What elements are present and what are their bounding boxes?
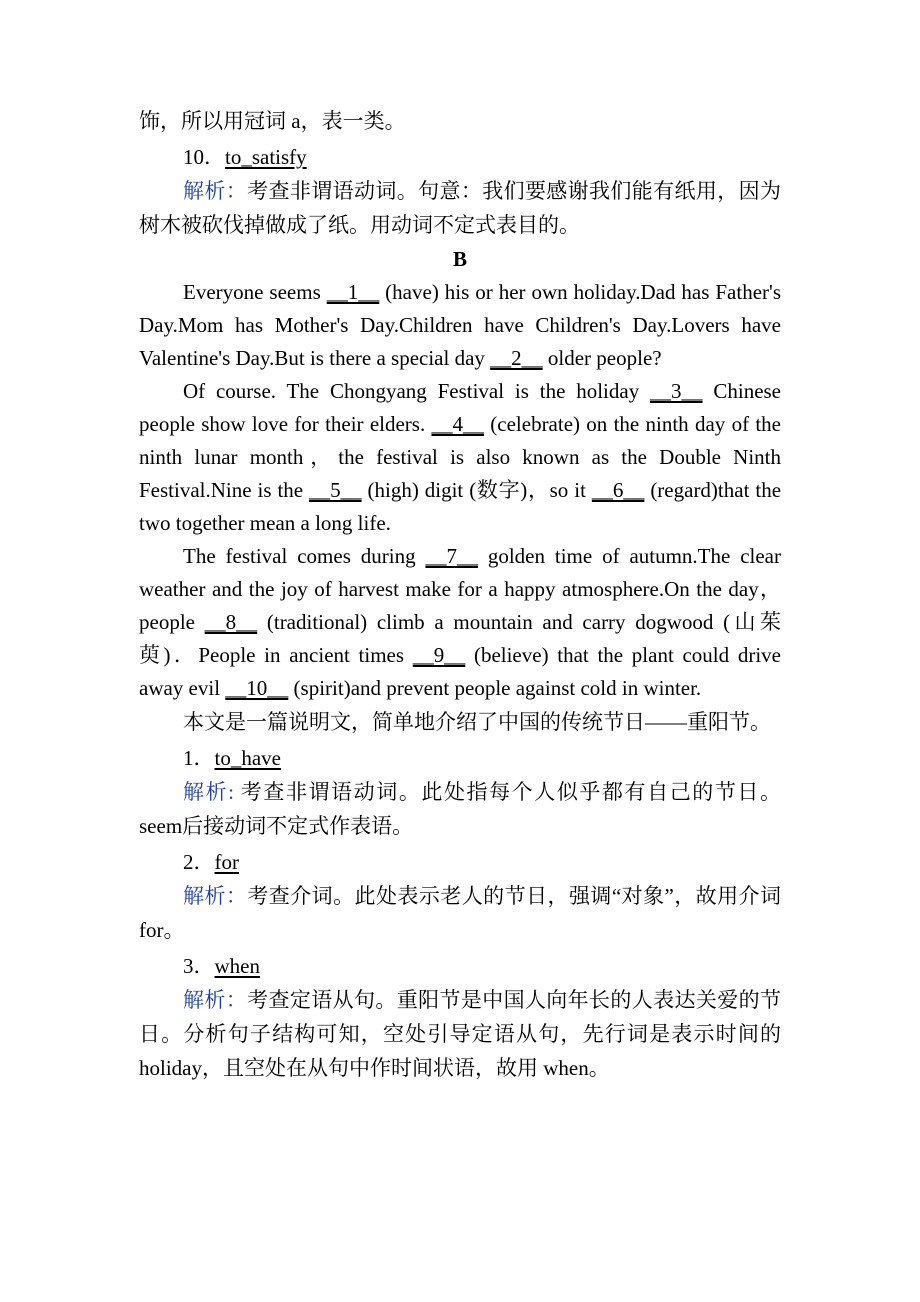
explanation-label: 解析: — [183, 780, 234, 804]
passage-paragraph-1 — [139, 276, 781, 375]
answer-text: to_have — [214, 746, 281, 770]
passage-text: (have) his or her own holiday.Dad has Father's Day.Mom has Mother's Day.Children have Children's Day.Lovers have Valentine's Day.But is there a special day — [139, 280, 781, 370]
blank-10: __10__ — [225, 676, 289, 700]
blank-1: __1__ — [326, 280, 380, 304]
passage-text: Chinese people show love for their elders. — [139, 379, 782, 436]
blank-3: __3__ — [650, 379, 703, 403]
passage-paragraph-3 — [139, 540, 781, 705]
answer-text: to_satisfy — [225, 145, 307, 169]
document-page — [139, 104, 781, 1085]
passage-text: (celebrate) on the ninth day of the ninth lunar month，the festival is also known as the Double Ninth Festival.Nine is the — [139, 412, 781, 502]
explanation-label: 解析： — [183, 179, 248, 203]
answer-number: 10． — [183, 145, 225, 169]
continuation-line: 饰，所以用冠词 a，表一类。 — [139, 109, 406, 133]
answer-text: for — [214, 850, 239, 874]
explanation-3 — [139, 983, 781, 1085]
passage-text: (high) digit (数字)，so it — [361, 478, 592, 502]
explanation-text: 考查非谓语动词。句意：我们要感谢我们能有纸用，因为树木被砍伐掉做成了纸。用动词不定式表目的。 — [139, 179, 782, 237]
passage-text: golden time of autumn.The clear weather and the joy of harvest make for a happy atmosphere.On the day，people — [139, 544, 781, 634]
blank-9: __9__ — [412, 643, 466, 667]
passage-summary: 本文是一篇说明文，简单地介绍了中国的传统节日——重阳节。 — [183, 710, 771, 734]
passage-text: Of course. The Chongyang Festival is the holiday — [183, 379, 651, 403]
explanation-text: 考查定语从句。重阳节是中国人向年长的人表达关爱的节日。分析句子结构可知，空处引导定语从句，先行词是表示时间的 holiday，且空处在从句中作时间状语，故用 when。 — [139, 988, 782, 1080]
blank-2: __2__ — [490, 346, 543, 370]
answer-3 — [139, 949, 781, 983]
explanation-label: 解析： — [183, 884, 248, 908]
passage-text: (traditional) climb a mountain and carry dogwood (山茱萸)．People in ancient times — [139, 610, 781, 667]
blank-5: __5__ — [309, 478, 362, 502]
passage-text: older people? — [542, 346, 662, 370]
answer-10 — [139, 140, 781, 174]
cloze-passage — [139, 276, 781, 705]
blank-6: __6__ — [591, 478, 645, 502]
explanation-1 — [139, 775, 781, 843]
blank-7: __7__ — [425, 544, 478, 568]
explanation-10 — [139, 174, 781, 242]
answer-1 — [139, 741, 781, 775]
answer-number: 2． — [183, 850, 215, 874]
answer-number: 3． — [183, 954, 215, 978]
passage-text: (spirit)and prevent people against cold in winter. — [288, 676, 702, 700]
blank-4: __4__ — [431, 412, 484, 436]
answer-text: when — [214, 954, 260, 978]
answer-number: 1． — [183, 746, 215, 770]
explanation-label: 解析： — [183, 988, 248, 1012]
passage-text: (believe) that the plant could drive away evil — [139, 643, 781, 700]
passage-paragraph-2 — [139, 375, 781, 540]
explanation-text: 考查介词。此处表示老人的节日，强调“对象”，故用介词 for。 — [139, 884, 782, 942]
answer-2 — [139, 845, 781, 879]
blank-8: __8__ — [204, 610, 258, 634]
passage-text: (regard)that the two together mean a long life. — [139, 478, 782, 535]
explanation-text: 考查非谓语动词。此处指每个人似乎都有自己的节日。seem后接动词不定式作表语。 — [139, 780, 781, 838]
passage-text: Everyone seems — [183, 280, 327, 304]
section-title: B — [452, 247, 467, 271]
passage-text: The festival comes during — [183, 544, 426, 568]
explanation-2 — [139, 879, 781, 947]
